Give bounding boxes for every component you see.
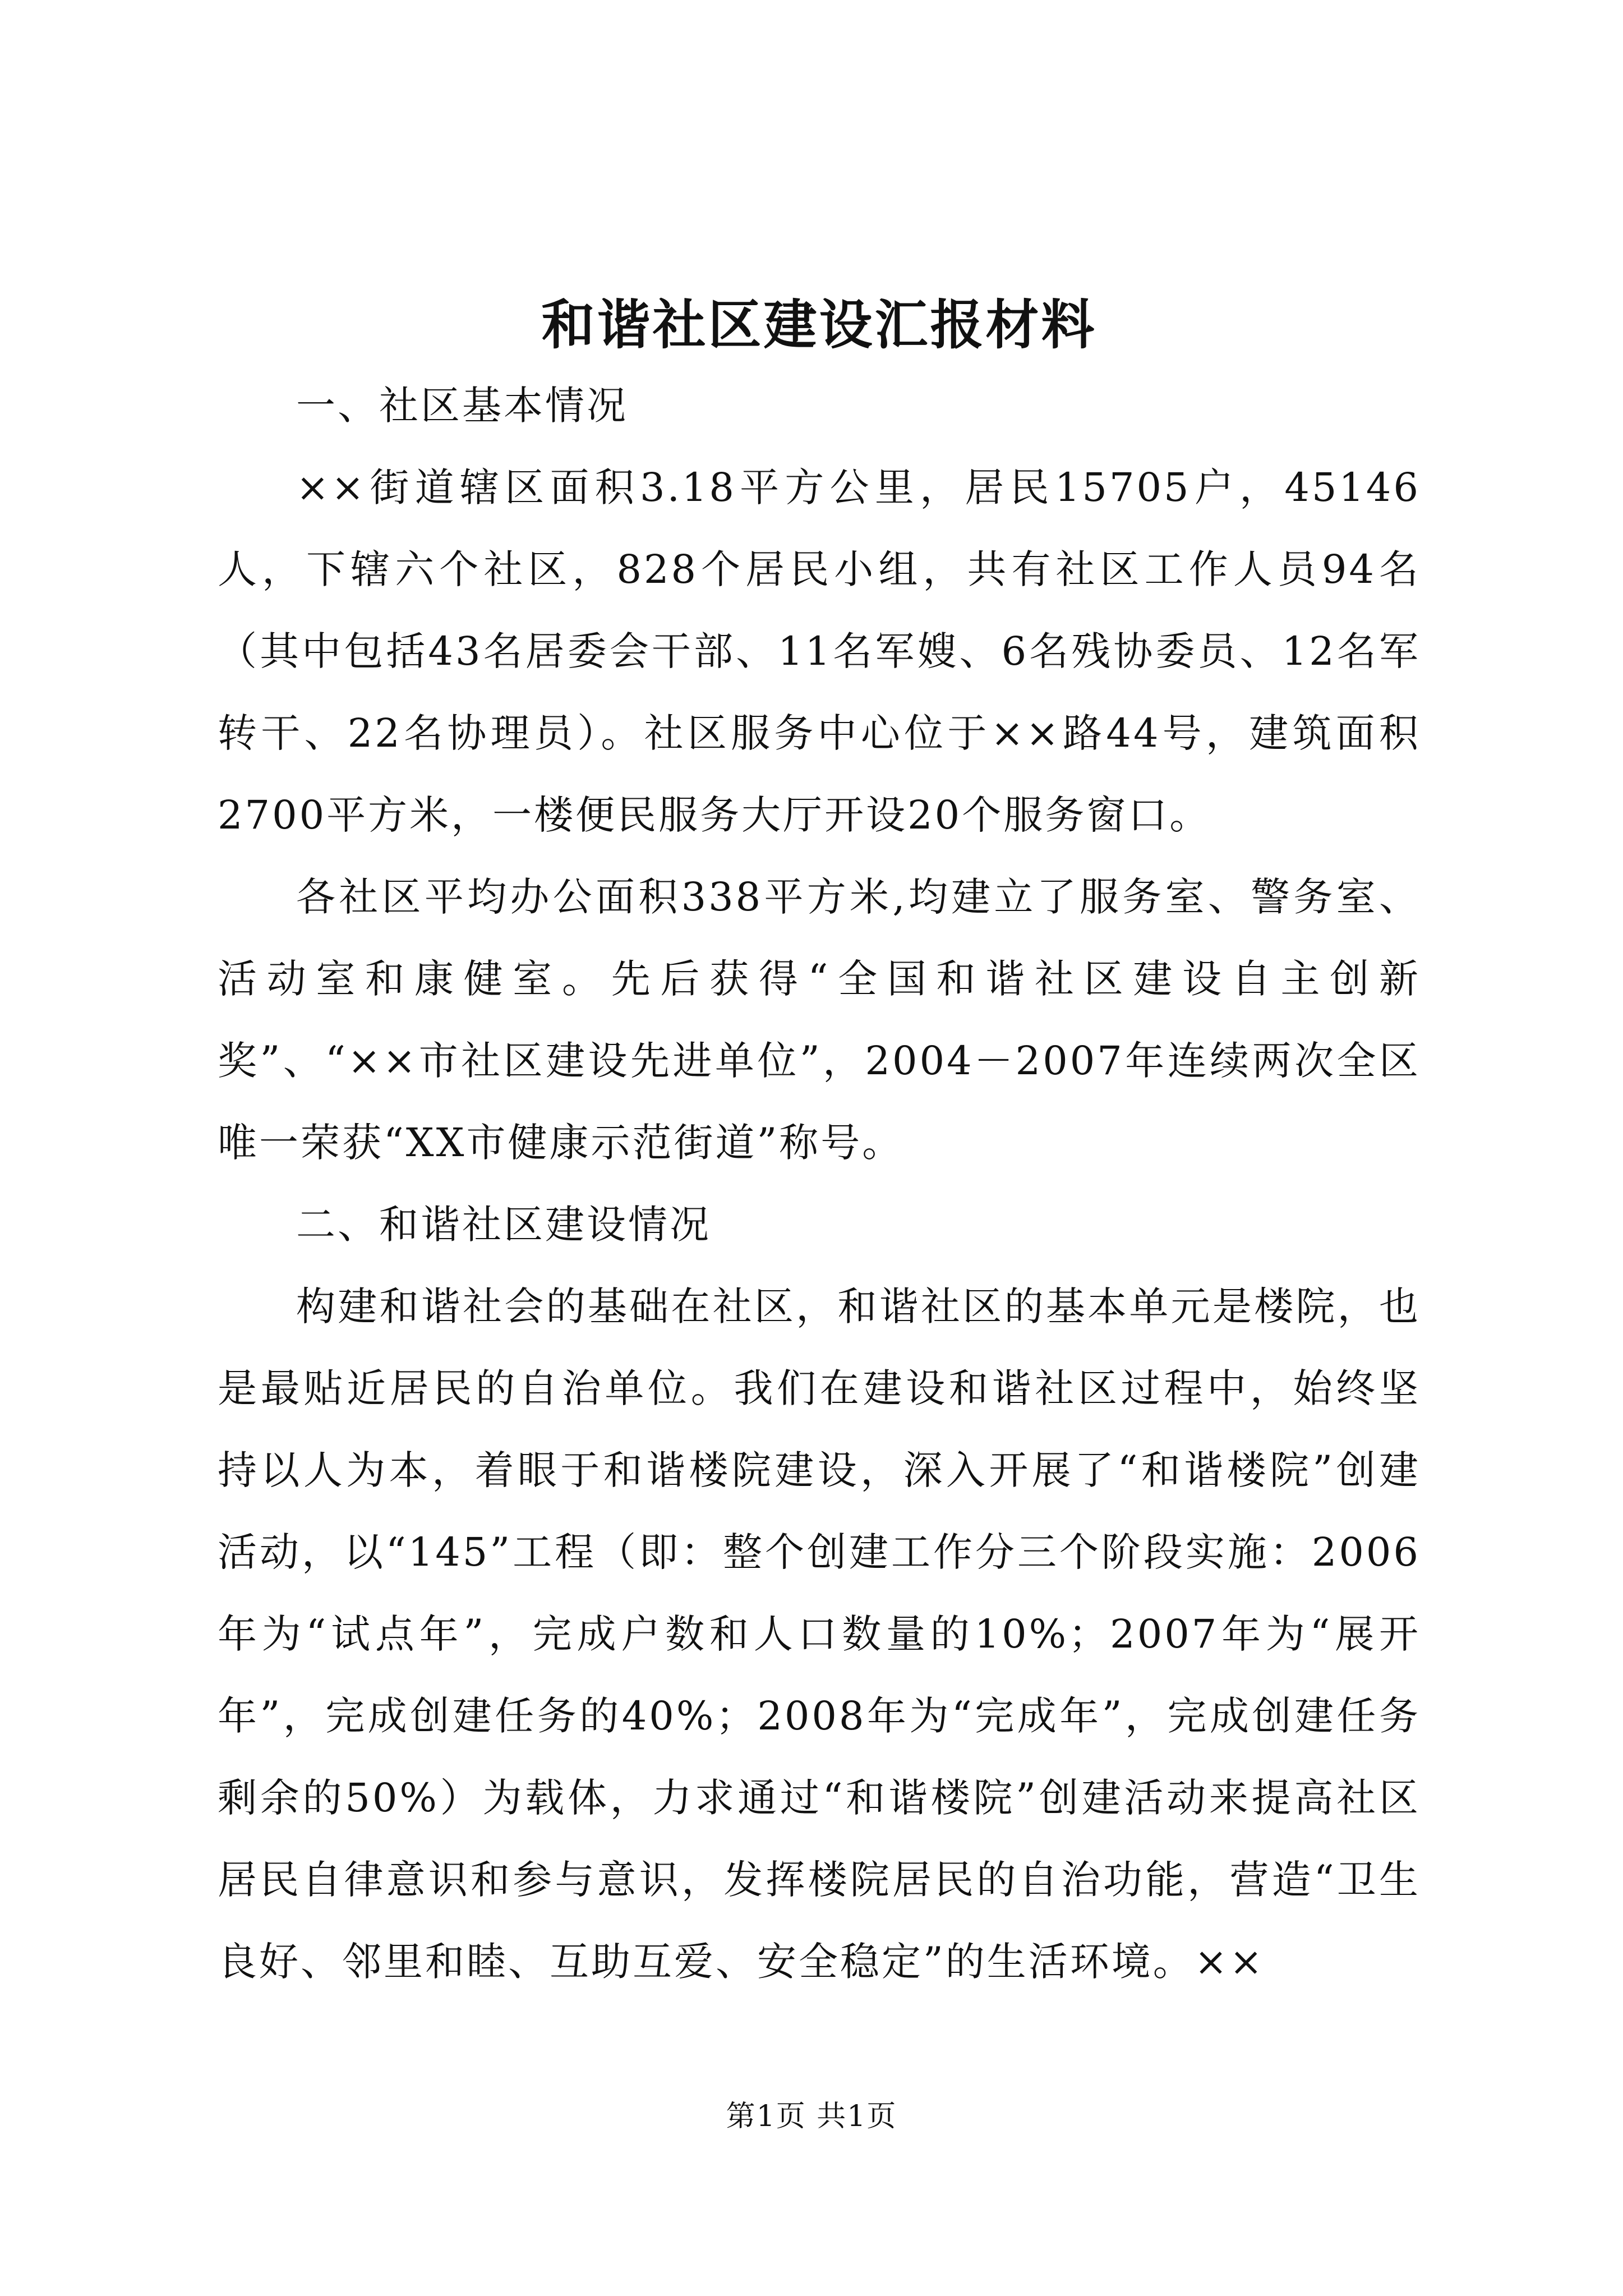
section-heading-harmony-construction: 二、和谐社区建设情况: [296, 1202, 711, 1248]
section-heading-basic-info: 一、社区基本情况: [296, 383, 628, 429]
paragraph-harmony-courtyard: 构建和谐社会的基础在社区，和谐社区的基本单元是楼院，也是最贴近居民的自治单位。我们在建设和谐社区过程中，始终坚持以人为本，着眼于和谐楼院建设，深入开展了“和谐楼院”创建活动，以“145”工程（即：整个创建工作分三个阶段实施：2006年为“试点年”，完成户数和人口数量的10%；2007年为“展开年”，完成创建任务的40%；2008年为“完成年”，完成创建任务剩余的50%）为载体，力求通过“和谐楼院”创建活动来提高社区居民自律意识和参与意识，发挥楼院居民的自治功能，营造“卫生良好、邻里和睦、互助互爱、安全稳定”的生活环境。××: [218, 1283, 1421, 1985]
page-footer: 第1页 共1页: [726, 2100, 897, 2133]
document-title: 和谐社区建设汇报材料: [541, 294, 1097, 356]
paragraph-area-overview: ××街道辖区面积3.18平方公里，居民15705户，45146人，下辖六个社区，828个居民小组，共有社区工作人员94名（其中包括43名居委会干部、11名军嫂、6名残协委员、12名军转干、22名协理员）。社区服务中心位于××路44号，建筑面积2700平方米，一楼便民服务大厅开设20个服务窗口。: [218, 464, 1421, 838]
paragraph-office-awards: 各社区平均办公面积338平方米,均建立了服务室、警务室、活动室和康健室。先后获得“全国和谐社区建设自主创新奖”、“××市社区建设先进单位”，2004－2007年连续两次全区唯一荣获“XX市健康示范街道”称号。: [218, 874, 1421, 1166]
document-body: [218, 286, 1421, 2003]
